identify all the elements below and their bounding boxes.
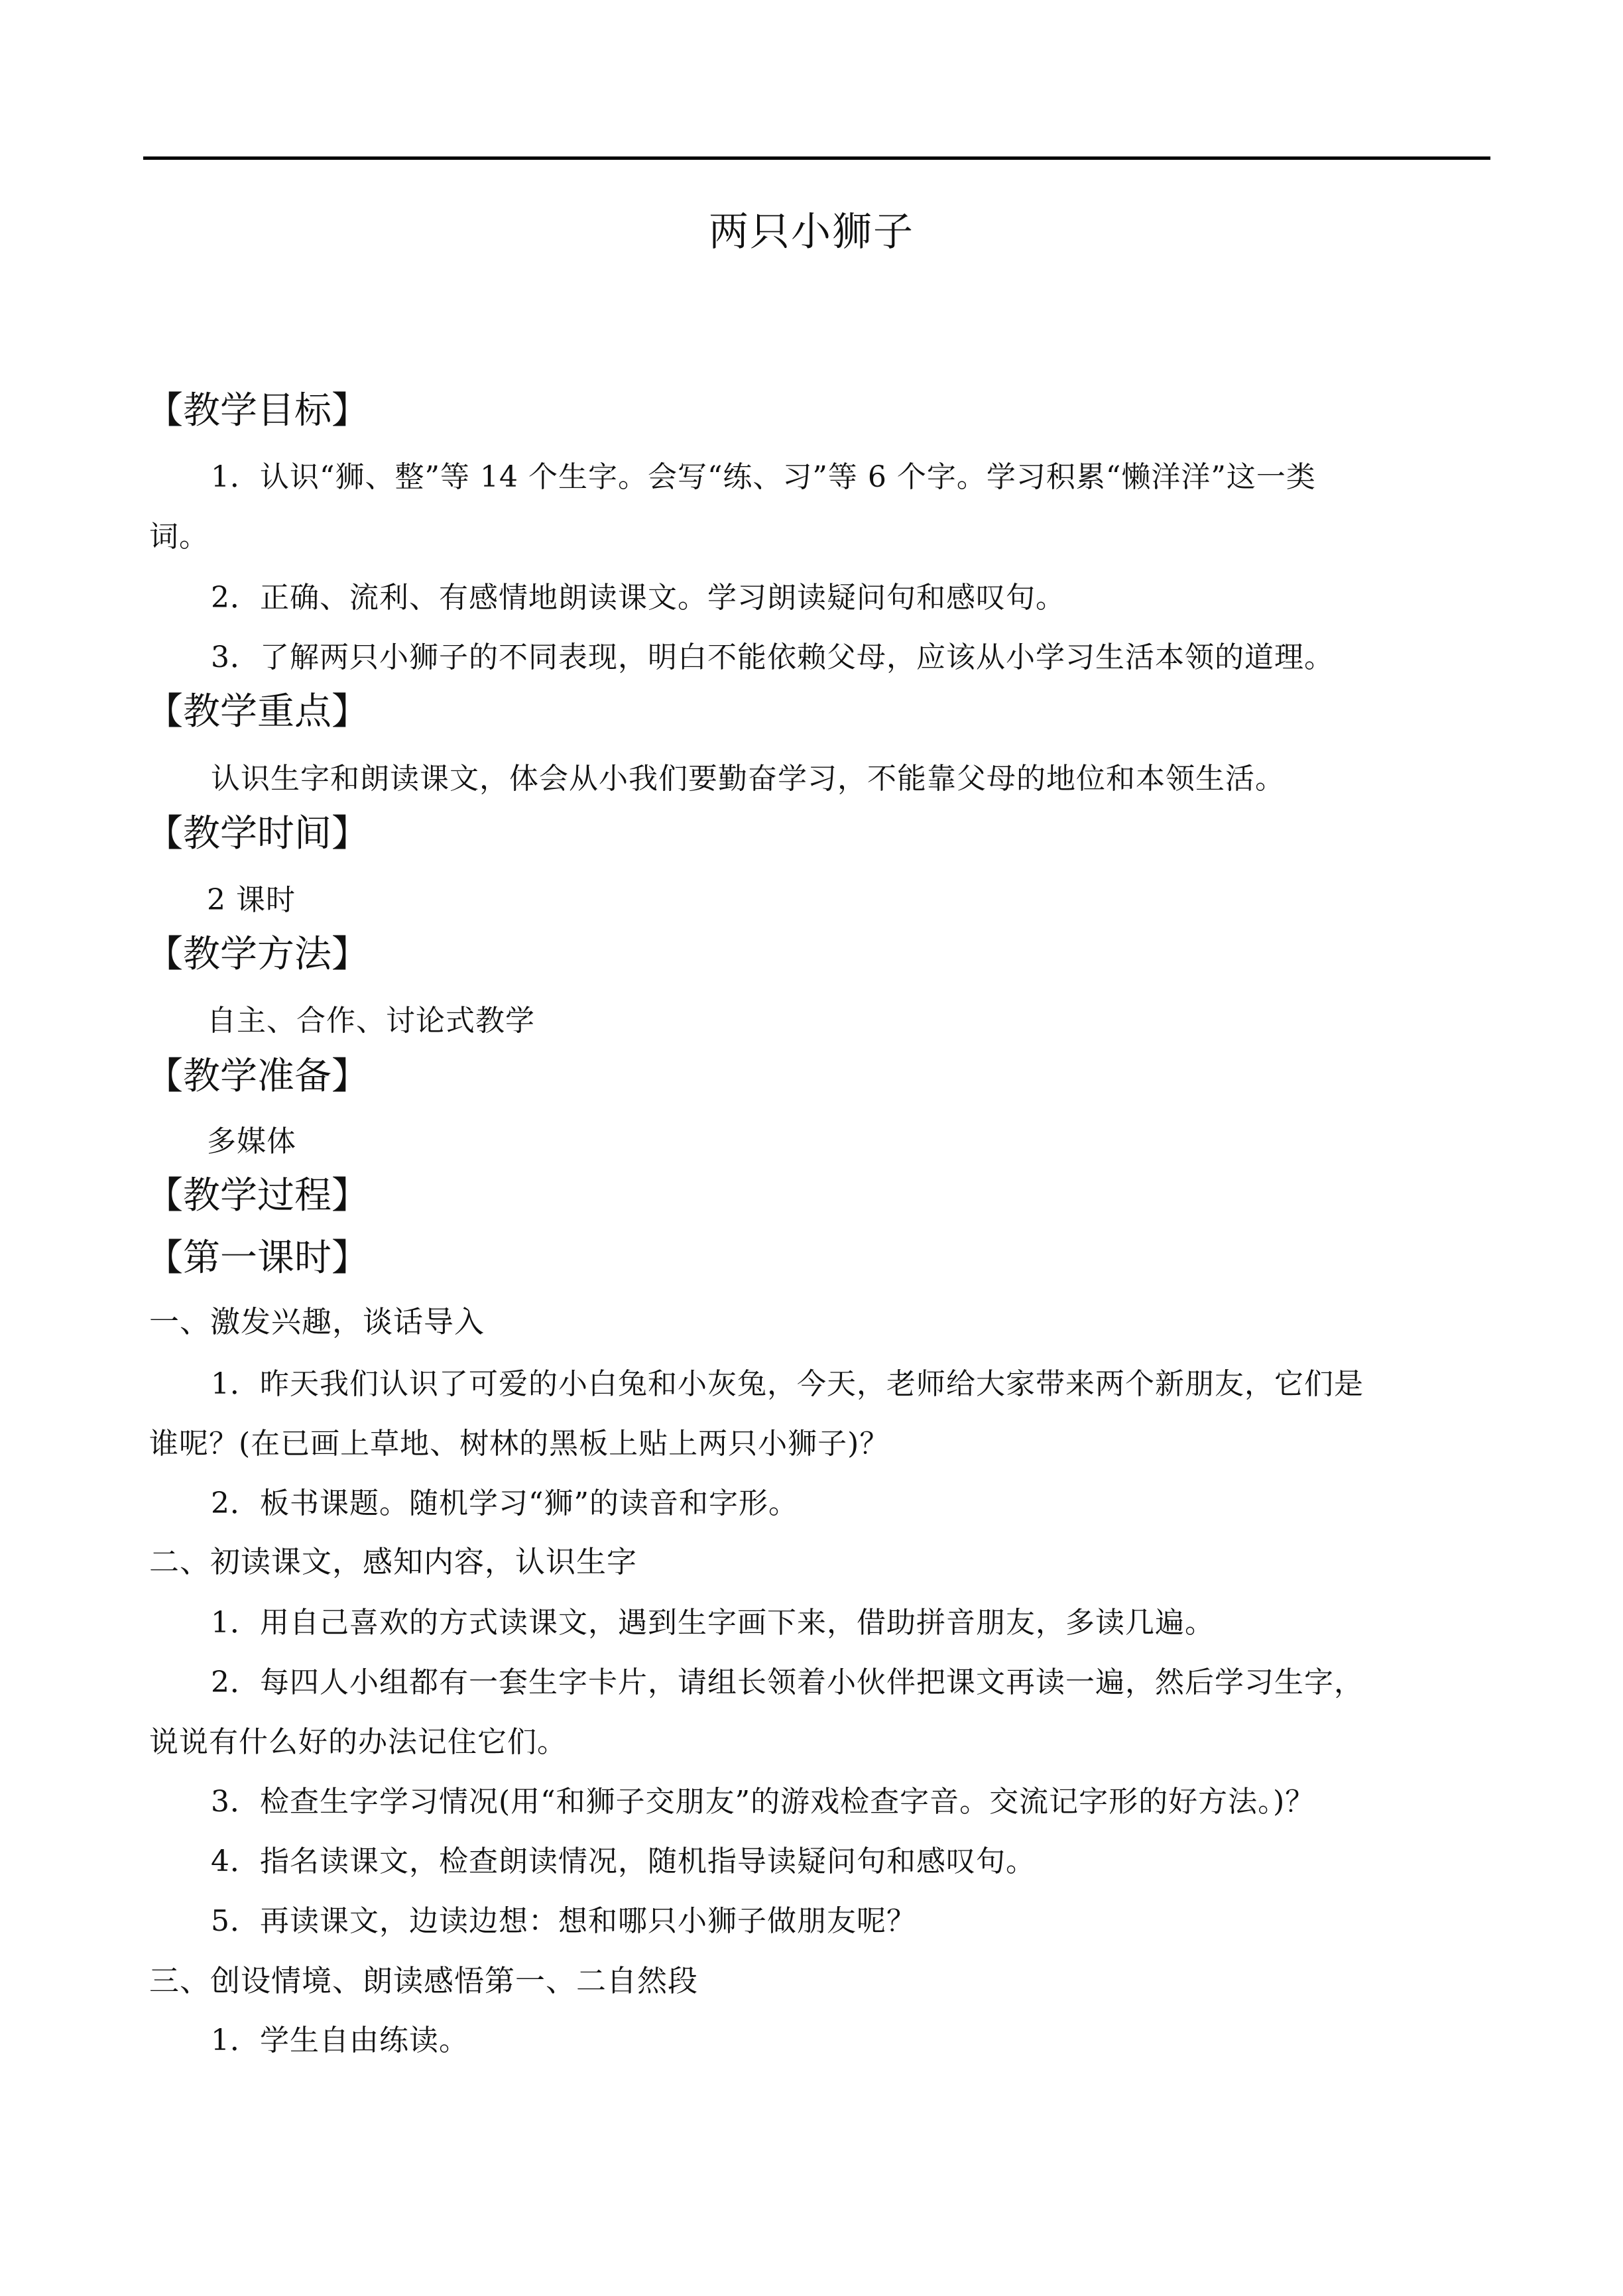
header-rule [143, 156, 1490, 160]
part-2-item-2-line-1: 2．每四人小组都有一套生字卡片，请组长领着小伙伴把课文再读一遍，然后学习生字， [211, 1665, 1364, 1699]
document-title: 两只小狮子 [709, 209, 914, 255]
key-points-text: 认识生字和朗读课文，体会从小我们要勤奋学习，不能靠父母的地位和本领生活。 [211, 762, 1285, 796]
goal-item-1-line-1: 1．认识“狮、整”等 14 个生字。会写“练、习”等 6 个字。学习积累“懒洋洋”这一类 [211, 460, 1316, 494]
part-2-item-2-line-2: 说说有什么好的办法记住它们。 [149, 1725, 567, 1759]
part-1-item-1-line-1: 1．昨天我们认识了可爱的小白兔和小灰兔，今天，老师给大家带来两个新朋友，它们是 [211, 1367, 1364, 1401]
teaching-time-text: 2 课时 [207, 883, 296, 917]
part-1-item-2: 2．板书课题。随机学习“狮”的读音和字形。 [211, 1486, 798, 1520]
part-3-title: 三、创设情境、朗读感悟第一、二自然段 [149, 1963, 699, 1998]
part-3-item-1: 1．学生自由练读。 [211, 2024, 469, 2057]
goal-item-2: 2．正确、流利、有感情地朗读课文。学习朗读疑问句和感叹句。 [211, 581, 1065, 615]
part-2-title: 二、初读课文，感知内容，认识生字 [149, 1544, 638, 1579]
part-2-item-1: 1．用自己喜欢的方式读课文，遇到生字画下来，借助拼音朋友，多读几遍。 [211, 1606, 1215, 1640]
teaching-preparation-text: 多媒体 [207, 1124, 296, 1158]
heading-teaching-methods: 【教学方法】 [146, 933, 369, 976]
heading-teaching-time: 【教学时间】 [146, 812, 369, 855]
part-1-title: 一、激发兴趣，谈话导入 [149, 1304, 485, 1339]
heading-teaching-goals: 【教学目标】 [146, 389, 369, 432]
teaching-methods-text: 自主、合作、讨论式教学 [207, 1004, 535, 1038]
heading-key-points: 【教学重点】 [146, 690, 369, 733]
heading-lesson-one: 【第一课时】 [146, 1237, 369, 1280]
goal-item-3: 3．了解两只小狮子的不同表现，明白不能依赖父母，应该从小学习生活本领的道理。 [211, 640, 1334, 674]
part-2-item-3: 3．检查生字学习情况(用“和狮子交朋友”的游戏检查字音。交流记字形的好方法。)？ [211, 1785, 1315, 1819]
heading-teaching-preparation: 【教学准备】 [146, 1055, 369, 1098]
part-1-item-1-line-2: 谁呢？(在已画上草地、树林的黑板上贴上两只小狮子)？ [149, 1427, 890, 1461]
part-2-item-4: 4．指名读课文，检查朗读情况，随机指导读疑问句和感叹句。 [211, 1844, 1036, 1878]
heading-teaching-process: 【教学过程】 [146, 1174, 369, 1217]
goal-item-1-line-2: 词。 [149, 520, 209, 554]
part-2-item-5: 5．再读课文，边读边想：想和哪只小狮子做朋友呢？ [211, 1904, 916, 1938]
